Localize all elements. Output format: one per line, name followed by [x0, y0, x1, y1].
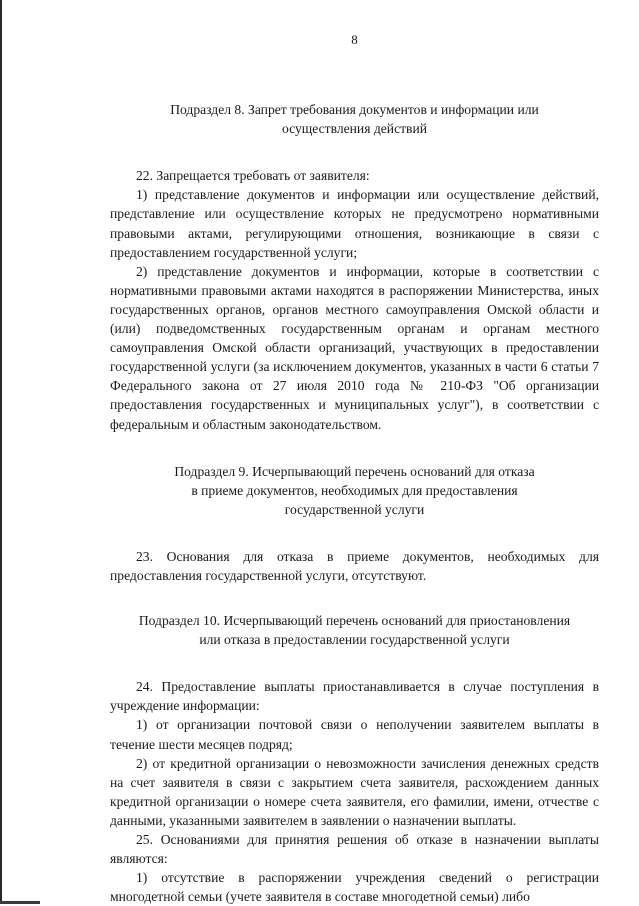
scan-edge	[0, 0, 2, 904]
paragraph-22: 22. Запрещается требовать от заявителя:	[136, 168, 370, 184]
page-number: 8	[351, 32, 358, 47]
paragraph-24: 24. Предоставление выплаты приостанавливается в случае поступления в учреждение информации:	[110, 679, 599, 714]
section-8-heading	[110, 100, 599, 138]
paragraph-22-item-1: 1) представление документов и информации или осуществление действий, представление или осуществление которых не предусмотрено нормативными правовыми актами, регулирующими отношения, возникающие в связи с предоставлением государственной услуги;	[110, 187, 599, 260]
section-9-heading	[110, 462, 599, 519]
paragraph-22-item-2: 2) представление документов и информации, которые в соответствии с нормативными правовыми актами находятся в распоряжении Министерства, иных государственных органов, органов местного самоуправления Омской области и (или) подведомственных государственным органам и органам местного самоуправления Омской области организаций, участвующих в предоставлении государственной услуги (за исключением документов, указанных в части 6 статьи 7 Федерального закона от 27 июля 2010 года № 210-ФЗ "Об организации предоставления государственных и муниципальных услуг"), в соответствии с федеральным и областным законодательством.	[110, 263, 599, 432]
paragraph-24-item-2: 2) от кредитной организации о невозможности зачисления денежных средств на счет заявителя в связи с закрытием счета заявителя, расхождением данных кредитной организации о номере счета заявителя, его фамилии, имени, отчестве с данными, указанными заявителем в заявлении о назначении выплаты.	[110, 755, 599, 828]
heading-line: Подраздел 8. Запрет требования документов и информации или	[170, 102, 539, 118]
paragraph-25-item-1: 1) отсутствие в распоряжении учреждения сведений о регистрации многодетной семьи (учете заявителя в составе многодетной семьи) либо	[110, 870, 599, 905]
heading-line: Подраздел 10. Исчерпывающий перечень оснований для приостановления	[138, 613, 571, 629]
paragraph-24-item-1: 1) от организации почтовой связи о неполучении заявителем выплаты в течение шести месяцев подряд;	[110, 717, 599, 752]
paragraph-23: 23. Основания для отказа в приеме документов, необходимых для предоставления государственной услуги, отсутствуют.	[110, 548, 599, 583]
heading-line: Подраздел 9. Исчерпывающий перечень оснований для отказа	[174, 463, 535, 479]
heading-line: государственной услуги	[284, 501, 425, 517]
section-10-heading	[110, 611, 599, 649]
heading-line: в приеме документов, необходимых для предоставления	[191, 482, 518, 498]
paragraph-25: 25. Основаниями для принятия решения об отказе в назначении выплаты являются:	[110, 832, 599, 867]
heading-line: осуществления действий	[281, 121, 428, 137]
heading-line: или отказа в предоставлении государственной услуги	[199, 632, 510, 648]
